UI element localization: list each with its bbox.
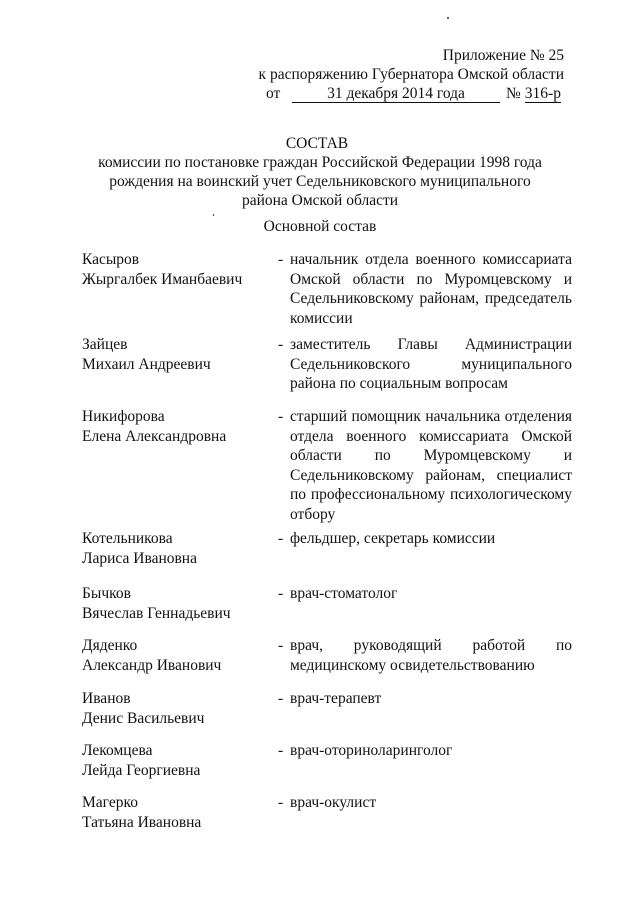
- dash-separator: -: [278, 637, 284, 654]
- dash-separator: -: [278, 585, 284, 602]
- member-role: заместитель Главы Администрации Седельниковского муниципального района по социальным вопросам: [290, 336, 572, 392]
- member-surname: Лекомцева: [82, 742, 153, 759]
- member-role: врач, руководящий работой по медицинскому освидетельствованию: [290, 637, 572, 674]
- member-surname: Бычков: [82, 585, 131, 602]
- member-given-names: Вячеслав Геннадьевич: [82, 604, 231, 622]
- dash-separator: -: [278, 690, 284, 707]
- member-given-names: Елена Александровна: [82, 427, 227, 445]
- date-from-label: от: [266, 85, 281, 102]
- member-name: [82, 335, 272, 374]
- member-surname: Никифорова: [82, 408, 165, 425]
- member-role: врач-окулист: [290, 794, 377, 811]
- member-role: врач-терапевт: [290, 690, 382, 707]
- dash-separator: -: [278, 742, 284, 759]
- member-surname: Котельникова: [82, 530, 173, 547]
- member-name: [82, 584, 272, 623]
- dash-separator: -: [278, 408, 284, 425]
- member-name: [82, 407, 272, 446]
- dash-separator: -: [278, 251, 284, 268]
- section-title: Основной состав: [263, 218, 377, 235]
- member-surname: Магерко: [82, 794, 138, 811]
- member-surname: Иванов: [82, 690, 131, 707]
- member-name: [82, 793, 272, 832]
- member-name: [82, 250, 272, 289]
- member-name: [82, 529, 272, 568]
- dash-separator: -: [278, 530, 284, 547]
- appendix-order-reference: к распоряжению Губернатора Омской области: [258, 66, 564, 83]
- order-number: 316-р: [524, 85, 561, 102]
- member-given-names: Лейда Георгиевна: [82, 761, 201, 779]
- member-surname: Зайцев: [82, 336, 128, 353]
- member-name: [82, 689, 272, 728]
- dash-separator: -: [278, 336, 284, 353]
- member-given-names: Жыргалбек Иманбаевич: [82, 270, 243, 288]
- title-line: комиссии по постановке граждан Российской Федерации 1998 года: [98, 154, 542, 171]
- dash-separator: -: [278, 794, 284, 811]
- title-line: района Омской области: [241, 192, 399, 209]
- member-given-names: Татьяна Ивановна: [82, 813, 202, 831]
- order-date: 31 декабря 2014 года: [292, 86, 500, 103]
- member-role: начальник отдела военного комиссариата Омской области по Муромцевскому и Седельниковскому районам, председатель комиссии: [290, 251, 572, 327]
- order-number-label: №: [506, 85, 521, 102]
- member-role: старший помощник начальника отделения отдела военного комиссариата Омской области по Муромцевскому и Седельниковскому районам, специалист по профессиональному психологическому отбору: [290, 408, 572, 523]
- member-surname: Касыров: [82, 251, 140, 268]
- appendix-number: Приложение № 25: [442, 47, 564, 64]
- member-given-names: Александр Иванович: [82, 656, 222, 674]
- title-line: рождения на воинский учет Седельниковского муниципального: [109, 173, 531, 190]
- member-role: врач-стоматолог: [290, 585, 398, 602]
- member-surname: Дяденко: [82, 637, 138, 654]
- member-given-names: Денис Васильевич: [82, 709, 205, 727]
- member-role: врач-оториноларинголог: [290, 742, 453, 759]
- title-heading: СОСТАВ: [285, 135, 349, 152]
- member-role: фельдшер, секретарь комиссии: [290, 530, 496, 547]
- member-given-names: Лариса Ивановна: [82, 549, 197, 567]
- member-name: [82, 741, 272, 780]
- member-given-names: Михаил Андреевич: [82, 355, 211, 373]
- member-name: [82, 636, 272, 675]
